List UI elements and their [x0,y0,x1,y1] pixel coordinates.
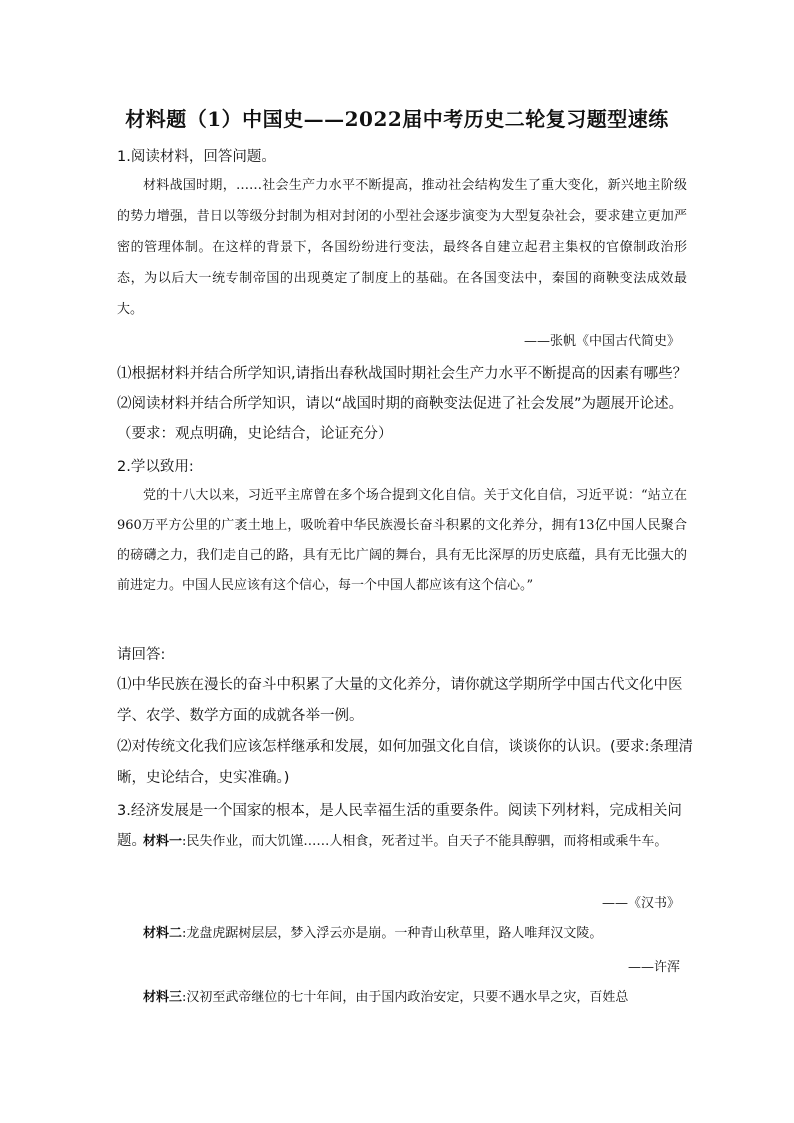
material-2-label: 材料二 [143,926,183,941]
material-2-source: ——许浑 [627,960,680,975]
question-2-heading: 2.学以致用: [117,459,194,475]
question-1-heading: 1.阅读材料，回答问题。 [117,149,276,165]
material-1-text: :民失作业，而大饥馑……人相食，死者过半。自天子不能具醇驷，而将相或乘牛车。 [182,834,668,849]
material-1-source: ——《汉书》 [601,896,680,911]
question-3-material-2 [117,918,687,949]
question-3-heading: 3.经济发展是一个国家的根本，是人民幸福生活的重要条件。阅读下列材料，完成相关问题。 [117,803,682,849]
page-title: 材料题（1）中国史——2022届中考历史二轮复习题型速练 [125,107,669,131]
material-3-text: :汉初至武帝继位的七十年间，由于国内政治安定，只要不遇水旱之灾，百姓总 [182,990,629,1005]
question-2-sub-2: ⑵对传统文化我们应该怎样继承和发展，如何加强文化自信，谈谈你的认识。(要求:条理清晰，史论结合，史实准确。) [117,739,694,786]
question-2-sub-1: ⑴中华民族在漫长的奋斗中积累了大量的文化养分，请你就这学期所学中国古代文化中医学、农学、数学方面的成就各举一例。 [117,677,683,724]
question-2-material: 党的十八大以来，习近平主席曾在多个场合提到文化自信。关于文化自信，习近平说：“站立在960万平方公里的广袤土地上，吸吮着中华民族漫长奋斗积累的文化养分，拥有13亿中国人民聚合的磅礴之力，我们走自己的路，具有无比广阔的舞台，具有无比深厚的历史底蕴，具有无比强大的前进定力。中国人民应该有这个信心，每一个中国人都应该有这个信心。” [117,488,687,593]
material-1-label: 材料一 [143,834,183,849]
question-1-sub-2: ⑵阅读材料并结合所学知识，请以“战国时期的商鞅变法促进了社会发展”为题展开论述。 [117,396,684,412]
question-1-sub-2-requirement: （要求：观点明确，史论结合，论证充分） [117,426,393,442]
question-3-material-1 [117,826,687,857]
question-3-material-3 [117,982,687,1013]
material-2-text: :龙盘虎踞树层层，梦入浮云亦是崩。一种青山秋草里，路人唯拜汉文陵。 [182,926,603,941]
question-1-sub-1: ⑴根据材料并结合所学知识,请指出春秋战国时期社会生产力水平不断提高的因素有哪些？ [117,366,688,382]
question-2-prompt: 请回答: [117,647,166,663]
question-1-source: ——张帆《中国古代简史》 [523,334,680,349]
question-1-material: 材料战国时期，……社会生产力水平不断提高，推动社会结构发生了重大变化，新兴地主阶级的势力增强，昔日以等级分封制为相对封闭的小型社会逐步演变为大型复杂社会，要求建立更加严密的管理体制。在这样的背景下，各国纷纷进行变法，最终各自建立起君主集权的官僚制政治形态，为以后大一统专制帝国的出现奠定了制度上的基础。在各国变法中，秦国的商鞅变法成效最大。 [117,178,687,317]
material-3-label: 材料三 [143,990,183,1005]
